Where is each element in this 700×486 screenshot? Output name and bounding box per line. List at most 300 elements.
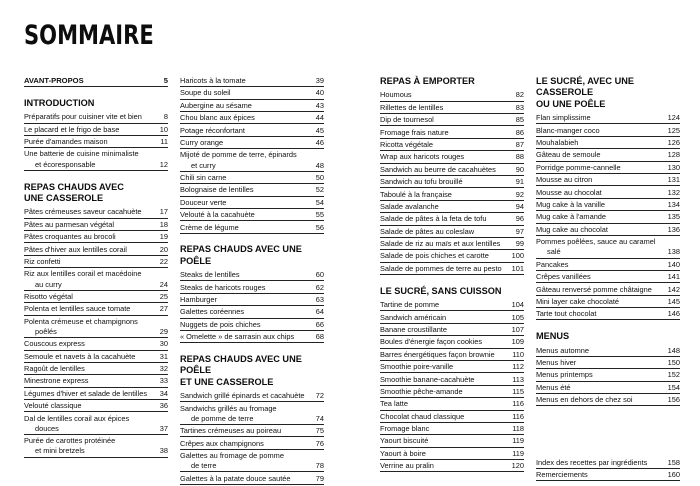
toc-entry-label: Chili sin carne: [180, 172, 227, 182]
toc-entry-page: 100: [511, 251, 524, 261]
toc-column-1: [24, 76, 168, 459]
toc-entry-label: Douceur verte: [180, 197, 227, 207]
toc-entry-label: Banane croustillante: [380, 324, 447, 334]
toc-entry-label: Menus en dehors de chez soi: [536, 395, 633, 405]
toc-entry[interactable]: [180, 113, 324, 124]
toc-entry[interactable]: [180, 76, 324, 87]
toc-entry-label: Ragoût de lentilles: [24, 364, 85, 374]
toc-entry[interactable]: [24, 389, 168, 400]
toc-entry[interactable]: [380, 399, 524, 410]
toc-entry[interactable]: [180, 461, 324, 472]
toc-entry-label: Sandwich au tofu brouillé: [380, 177, 463, 187]
toc-entry[interactable]: [380, 251, 524, 262]
toc-entry-label: Blanc-manger coco: [536, 125, 600, 135]
toc-entry-page: 5: [163, 76, 168, 85]
toc-entry[interactable]: [380, 300, 524, 311]
toc-entry-label: Salade de pommes de terre au pesto: [380, 263, 502, 273]
toc-entry-label: Curry orange: [180, 137, 224, 147]
toc-entry-label: Dip de tournesol: [380, 115, 434, 125]
toc-entry-page: 39: [315, 76, 324, 85]
toc-entry-page: 148: [667, 345, 680, 355]
toc-entry-page: 105: [511, 312, 524, 322]
toc-entry-label: Minestrone express: [24, 376, 89, 386]
toc-entry-page: 145: [667, 296, 680, 306]
toc-entry-page: 48: [315, 160, 324, 170]
toc-entry[interactable]: [180, 474, 324, 485]
toc-entry[interactable]: [536, 113, 680, 124]
toc-entry-label: Chou blanc aux épices: [180, 113, 255, 123]
toc-entry-label: Sandwich au beurre de cacahuètes: [380, 164, 496, 174]
section-title-poele: REPAS CHAUDS AVEC UNE POÊLE: [180, 244, 302, 266]
toc-entry-page: 72: [315, 391, 324, 401]
toc-entry-label: Tarte tout chocolat: [536, 309, 597, 319]
toc-entry[interactable]: [380, 337, 524, 348]
toc-entry-page: 45: [315, 125, 324, 135]
toc-entry-line1: Sandwichs grillés au fromage: [180, 403, 277, 413]
toc-entry-label: Polenta et lentilles sauce tomate: [24, 304, 131, 314]
toc-entry[interactable]: [180, 161, 324, 172]
toc-entry[interactable]: [24, 376, 168, 387]
toc-entry-page: 115: [512, 386, 524, 396]
toc-entry-page: 156: [667, 395, 680, 405]
toc-entry-page: 30: [159, 339, 168, 349]
toc-entry-label: Steaks de haricots rouges: [180, 282, 266, 292]
toc-entry-label: Mouhalabieh: [536, 138, 579, 147]
toc-entry[interactable]: [536, 260, 680, 271]
toc-entry[interactable]: [180, 173, 324, 184]
toc-entry[interactable]: [380, 350, 524, 361]
toc-entry-label: Chocolat chaud classique: [380, 411, 465, 421]
toc-entry-label: Velouté à la cacahuète: [180, 210, 255, 220]
toc-entry-label: Sandwich américain: [380, 312, 447, 322]
toc-entry[interactable]: [380, 412, 524, 423]
toc-entry-page: 104: [511, 300, 524, 310]
toc-entry-page: 113: [512, 374, 524, 384]
toc-entry-page: 29: [159, 326, 168, 336]
toc-entry-label: Gâteau de semoule: [536, 150, 601, 160]
toc-entry[interactable]: [380, 202, 524, 213]
toc-entry-label: Smoothie pêche-amande: [380, 386, 463, 396]
toc-entry[interactable]: [24, 401, 168, 412]
toc-entry-avant-propos[interactable]: [24, 76, 168, 87]
toc-entry-page: 110: [512, 349, 524, 359]
toc-entry-page: 27: [159, 304, 168, 314]
toc-entry-label: Hamburger: [180, 294, 217, 304]
toc-entry-page: 46: [315, 137, 324, 147]
toc-entry-line1: Purée de carottes protéinée: [24, 436, 116, 446]
section-title-emporter: REPAS À EMPORTER: [380, 76, 475, 86]
toc-entry[interactable]: [180, 307, 324, 318]
toc-entry-page: 75: [315, 426, 324, 436]
toc-entry-page: 87: [515, 139, 524, 149]
toc-entry-page: 94: [515, 201, 524, 211]
toc-entry-page: 12: [159, 159, 168, 169]
toc-entry-page: 141: [667, 272, 680, 282]
toc-entry[interactable]: [180, 426, 324, 437]
toc-entry-label: Porridge pomme-cannelle: [536, 162, 621, 172]
toc-entry-label: Salade de pâtes au coleslaw: [380, 226, 475, 236]
toc-entry-label: Semoule et navets à la cacahuète: [24, 351, 136, 361]
toc-entry-page: 119: [512, 448, 524, 458]
toc-entry-label: Smoothie poire-vanille: [380, 362, 454, 372]
toc-entry-page: 36: [159, 401, 168, 411]
toc-entry-label: Tartine de pomme: [380, 300, 440, 310]
toc-entry[interactable]: [180, 332, 324, 343]
toc-entry[interactable]: [536, 175, 680, 186]
toc-entry-page: 125: [667, 125, 680, 135]
toc-entry[interactable]: [380, 152, 524, 163]
toc-entry-page: 31: [159, 351, 168, 361]
toc-entry-page: 40: [315, 88, 324, 98]
toc-entry-page: 119: [512, 436, 524, 446]
toc-entry[interactable]: [180, 198, 324, 209]
toc-column-3: [380, 76, 524, 474]
toc-entry[interactable]: [24, 207, 168, 218]
toc-entry-label: Nuggets de pois chiches: [180, 319, 261, 329]
toc-entry-page: 160: [667, 469, 680, 479]
section-title-menus: MENUS: [536, 331, 570, 342]
toc-entry-label: Mini layer cake chocolaté: [536, 296, 619, 306]
toc-entry-page: 124: [667, 113, 680, 123]
section-title-introduction: INTRODUCTION: [24, 97, 95, 108]
toc-entry[interactable]: [24, 304, 168, 315]
toc-entry-page: 92: [515, 189, 524, 199]
toc-entry-page: 60: [315, 270, 324, 280]
toc-entry[interactable]: [24, 160, 168, 171]
toc-entry-label: Le placard et le frigo de base: [24, 124, 120, 134]
toc-entry[interactable]: [24, 280, 168, 291]
toc-entry-page: 154: [667, 382, 680, 392]
toc-entry[interactable]: [536, 247, 680, 258]
toc-entry-page: 32: [159, 364, 168, 374]
toc-entry-page: 62: [315, 282, 324, 292]
toc-entry[interactable]: [180, 391, 324, 402]
toc-entry-label: Légumes d'hiver et salade de lentilles: [24, 388, 148, 398]
toc-entry-label: AVANT-PROPOS: [24, 76, 84, 85]
toc-entry-label: Pâtes d'hiver aux lentilles corail: [24, 244, 127, 254]
toc-entry[interactable]: [380, 436, 524, 447]
toc-entry-page: 107: [511, 324, 524, 334]
toc-entry-page: 152: [667, 370, 680, 380]
toc-entry-page: 97: [515, 226, 524, 236]
toc-entry-label: Tea latte: [380, 399, 408, 409]
toc-entry[interactable]: [536, 150, 680, 161]
toc-entry-page: 118: [512, 424, 524, 434]
toc-entry-label: Sandwich grillé épinards et cacahuète: [180, 391, 305, 401]
toc-entry-page: 74: [315, 413, 324, 423]
toc-entry-label: Préparatifs pour cuisiner vite et bien: [24, 112, 142, 122]
toc-entry[interactable]: [536, 309, 680, 320]
toc-entry[interactable]: [380, 325, 524, 336]
toc-entry-line1: Riz aux lentilles corail et macédoine: [24, 269, 142, 279]
section-title-sucre-casserole-line2: OU UNE POÊLE: [536, 98, 606, 109]
toc-entry-label: Purée d'amandes maison: [24, 137, 108, 147]
toc-entry-page: 64: [315, 307, 324, 317]
toc-entry[interactable]: [380, 177, 524, 188]
toc-entry-label: « Omelette » de sarrasin aux chips: [180, 332, 295, 342]
toc-entry[interactable]: [380, 103, 524, 114]
toc-entry-page: 68: [315, 332, 324, 342]
toc-entry[interactable]: [180, 295, 324, 306]
toc-entry-label: Potage réconfortant: [180, 125, 245, 135]
section-title-casserole-line1: REPAS CHAUDS AVEC: [24, 181, 124, 192]
toc-entry[interactable]: [24, 327, 168, 338]
toc-entry-page: 78: [315, 461, 324, 471]
toc-entry-label: et écoresponsable: [35, 159, 96, 169]
toc-entry-page: 112: [512, 362, 524, 372]
toc-entry-page: 109: [511, 337, 524, 347]
toc-entry-page: 131: [667, 175, 680, 185]
toc-entry-label: douces: [35, 423, 59, 433]
toc-entry-line1: Galettes au fromage de pomme: [180, 451, 284, 461]
toc-entry[interactable]: [380, 214, 524, 225]
toc-entry[interactable]: [536, 188, 680, 199]
toc-entry[interactable]: [380, 128, 524, 139]
toc-entry-label: Haricots à la tomate: [180, 76, 246, 85]
toc-entry[interactable]: [536, 297, 680, 308]
toc-entry-page: 63: [315, 294, 324, 304]
toc-entry-page: 20: [159, 244, 168, 254]
toc-entry[interactable]: [180, 185, 324, 196]
toc-entry-page: 24: [159, 279, 168, 289]
toc-entry[interactable]: [24, 112, 168, 123]
toc-entry-label: Pancakes: [536, 259, 569, 269]
toc-entry[interactable]: [380, 227, 524, 238]
toc-entry-label: Aubergine au sésame: [180, 100, 252, 110]
toc-entry-label: Smoothie banane-cacahuète: [380, 374, 475, 384]
toc-entry-page: 56: [315, 222, 324, 232]
toc-entry-label: Salade avalanche: [380, 201, 439, 211]
toc-entry-remerciements[interactable]: [536, 470, 680, 481]
page-title: SOMMAIRE: [24, 20, 154, 51]
toc-entry-label: Couscous express: [24, 339, 85, 349]
toc-entry-page: 101: [511, 263, 524, 273]
section-title-poele-casserole-line2: ET UNE CASSEROLE: [180, 376, 274, 387]
toc-entry[interactable]: [24, 339, 168, 350]
toc-entry-page: 158: [667, 457, 680, 467]
toc-entry-label: Risotto végétal: [24, 291, 73, 301]
toc-entry-page: 83: [515, 102, 524, 112]
toc-entry[interactable]: [380, 313, 524, 324]
toc-entry[interactable]: [380, 362, 524, 373]
toc-entry-page: 128: [667, 150, 680, 160]
toc-entry-page: 135: [667, 212, 680, 222]
toc-entry-label: Boules d'énergie façon cookies: [380, 337, 483, 347]
toc-entry[interactable]: [24, 424, 168, 435]
toc-entry-page: 66: [315, 319, 324, 329]
toc-entry[interactable]: [536, 358, 680, 369]
toc-entry-label: et mini bretzels: [35, 446, 85, 456]
toc-entry-label: Taboulé à la française: [380, 189, 452, 199]
toc-entry[interactable]: [24, 352, 168, 363]
toc-entry-page: 116: [512, 411, 524, 421]
toc-entry-label: Pâtes au parmesan végétal: [24, 219, 114, 229]
toc-entry[interactable]: [536, 285, 680, 296]
toc-entry-label: Flan simplissime: [536, 113, 591, 123]
toc-entry-label: poêlés: [35, 326, 57, 336]
toc-entry-page: 37: [159, 423, 168, 433]
toc-entry-page: 116: [512, 399, 524, 409]
toc-entry-page: 146: [667, 309, 680, 319]
toc-entry[interactable]: [380, 387, 524, 398]
toc-entry[interactable]: [180, 138, 324, 149]
toc-entry-page: 82: [515, 90, 524, 100]
section-title-sucre-sans-cuisson: LE SUCRÉ, SANS CUISSON: [380, 285, 502, 296]
toc-entry-page: 76: [315, 438, 324, 448]
toc-entry-label: Yaourt à boire: [380, 448, 426, 458]
toc-entry-page: 34: [159, 388, 168, 398]
toc-entry-page: 140: [667, 259, 680, 269]
toc-entry[interactable]: [380, 140, 524, 151]
toc-entry[interactable]: [380, 461, 524, 472]
toc-entry-label: Houmous: [380, 90, 412, 100]
toc-entry[interactable]: [24, 364, 168, 375]
toc-entry-page: 120: [511, 461, 524, 471]
toc-entry-label: Galettes à la patate douce sautée: [180, 473, 291, 483]
toc-entry[interactable]: [180, 270, 324, 281]
toc-entry[interactable]: [536, 200, 680, 211]
toc-entry-page: 38: [159, 446, 168, 456]
toc-entry-label: Verrine au pralin: [380, 461, 434, 471]
toc-entry-label: Bolognaise de lentilles: [180, 185, 254, 195]
toc-entry[interactable]: [536, 370, 680, 381]
toc-entry-index[interactable]: [536, 458, 680, 469]
toc-entry[interactable]: [24, 125, 168, 136]
toc-entry-label: Steaks de lentilles: [180, 270, 240, 280]
toc-entry[interactable]: [536, 138, 680, 149]
toc-entry-label: Pâtes croquantes au brocoli: [24, 232, 116, 242]
toc-entry-line1: Mijoté de pomme de terre, épinards: [180, 150, 297, 160]
toc-entry[interactable]: [536, 212, 680, 223]
toc-entry-line1: Pommes poêlées, sauce au caramel: [536, 237, 656, 247]
toc-entry[interactable]: [536, 395, 680, 406]
toc-entry-label: Index des recettes par ingrédients: [536, 457, 648, 467]
toc-entry-label: Gâteau renversé pomme châtaigne: [536, 284, 652, 294]
toc-entry-page: 126: [667, 138, 680, 147]
toc-entry[interactable]: [24, 446, 168, 457]
toc-entry-label: Salade de pois chiches et carotte: [380, 251, 489, 261]
toc-entry[interactable]: [380, 449, 524, 460]
toc-entry[interactable]: [380, 264, 524, 275]
toc-entry[interactable]: [180, 439, 324, 450]
toc-entry-label: de terre: [191, 461, 217, 471]
toc-entry-label: Crème de légume: [180, 222, 239, 232]
toc-list-casserole: [24, 207, 168, 457]
toc-entry-label: Crêpes aux champignons: [180, 438, 264, 448]
toc-entry-page: 19: [159, 232, 168, 242]
toc-entry-label: Salade de riz au maïs et aux lentilles: [380, 239, 501, 249]
toc-entry-page: 22: [159, 256, 168, 266]
toc-entry-label: Remerciements: [536, 469, 588, 479]
toc-entry-label: Crêpes vanillées: [536, 272, 591, 282]
section-title-sucre-casserole-line1: LE SUCRÉ, AVEC UNE CASSEROLE: [536, 76, 635, 98]
toc-entry-label: Mousse au chocolat: [536, 187, 602, 197]
toc-entry-label: Tartines crémeuses au poireau: [180, 426, 282, 436]
toc-entry[interactable]: [180, 223, 324, 234]
toc-entry-page: 150: [667, 357, 680, 367]
toc-entry-page: 130: [667, 162, 680, 172]
toc-entry-page: 54: [315, 197, 324, 207]
toc-entry-page: 18: [159, 219, 168, 229]
toc-entry-label: au curry: [35, 279, 62, 289]
toc-entry[interactable]: [24, 292, 168, 303]
toc-entry-page: 96: [515, 214, 524, 224]
toc-entry[interactable]: [380, 424, 524, 435]
toc-entry[interactable]: [536, 225, 680, 236]
toc-entry[interactable]: [24, 220, 168, 231]
toc-entry[interactable]: [380, 239, 524, 250]
toc-entry[interactable]: [180, 88, 324, 99]
toc-entry-label: Fromage frais nature: [380, 127, 449, 137]
toc-entry-page: 8: [163, 112, 168, 122]
toc-entry-label: Mug cake à l'amande: [536, 212, 607, 222]
toc-entry[interactable]: [180, 126, 324, 137]
toc-entry-page: 17: [159, 207, 168, 217]
toc-entry[interactable]: [380, 165, 524, 176]
toc-list-introduction: [24, 112, 168, 171]
toc-entry-label: Mousse au citron: [536, 175, 593, 185]
toc-entry[interactable]: [24, 245, 168, 256]
toc-entry-label: de pomme de terre: [191, 413, 254, 423]
toc-entry-page: 86: [515, 127, 524, 137]
toc-entry[interactable]: [380, 90, 524, 101]
toc-entry[interactable]: [536, 346, 680, 357]
toc-entry-page: 91: [515, 177, 524, 187]
toc-entry-page: 138: [667, 247, 680, 257]
toc-entry-label: Barres énergétiques façon brownie: [380, 349, 495, 359]
toc-entry-line1: Polenta crémeuse et champignons: [24, 316, 138, 326]
toc-entry-label: Ricotta végétale: [380, 139, 433, 149]
toc-entry[interactable]: [380, 115, 524, 126]
toc-entry[interactable]: [380, 375, 524, 386]
toc-entry-page: 88: [515, 152, 524, 162]
toc-entry-label: Riz confetti: [24, 256, 61, 266]
toc-entry-page: 142: [667, 284, 680, 294]
toc-entry-label: Menus hiver: [536, 357, 577, 367]
toc-entry[interactable]: [180, 101, 324, 112]
toc-entry-page: 90: [515, 164, 524, 174]
toc-entry-page: 52: [315, 185, 324, 195]
toc-entry-label: Menus printemps: [536, 370, 593, 380]
toc-entry[interactable]: [24, 232, 168, 243]
toc-entry-label: Mug cake au chocolat: [536, 224, 608, 234]
toc-entry-page: 44: [315, 113, 324, 123]
toc-entry-label: Galettes coréennes: [180, 307, 245, 317]
toc-entry-label: Salade de pâtes à la feta de tofu: [380, 214, 487, 224]
toc-entry-page: 10: [159, 124, 168, 134]
toc-column-2: [180, 76, 324, 486]
toc-entry-line1: Dal de lentilles corail aux épices: [24, 413, 130, 423]
toc-entry[interactable]: [180, 283, 324, 294]
toc-entry[interactable]: [536, 126, 680, 137]
toc-entry-label: Wrap aux haricots rouges: [380, 152, 465, 162]
toc-entry-label: salé: [547, 247, 561, 257]
toc-entry[interactable]: [380, 190, 524, 201]
toc-entry[interactable]: [180, 320, 324, 331]
toc-entry-page: 134: [667, 199, 680, 209]
toc-entry[interactable]: [536, 272, 680, 283]
toc-entry[interactable]: [536, 383, 680, 394]
toc-entry[interactable]: [24, 257, 168, 268]
toc-entry[interactable]: [180, 414, 324, 425]
toc-entry[interactable]: [536, 163, 680, 174]
toc-entry[interactable]: [180, 210, 324, 221]
toc-entry-label: Velouté classique: [24, 401, 82, 411]
toc-entry-label: Menus été: [536, 382, 571, 392]
toc-entry-label: Yaourt biscuité: [380, 436, 429, 446]
toc-entry-label: Pâtes crémeuses saveur cacahuète: [24, 207, 142, 217]
toc-entry[interactable]: [24, 137, 168, 148]
